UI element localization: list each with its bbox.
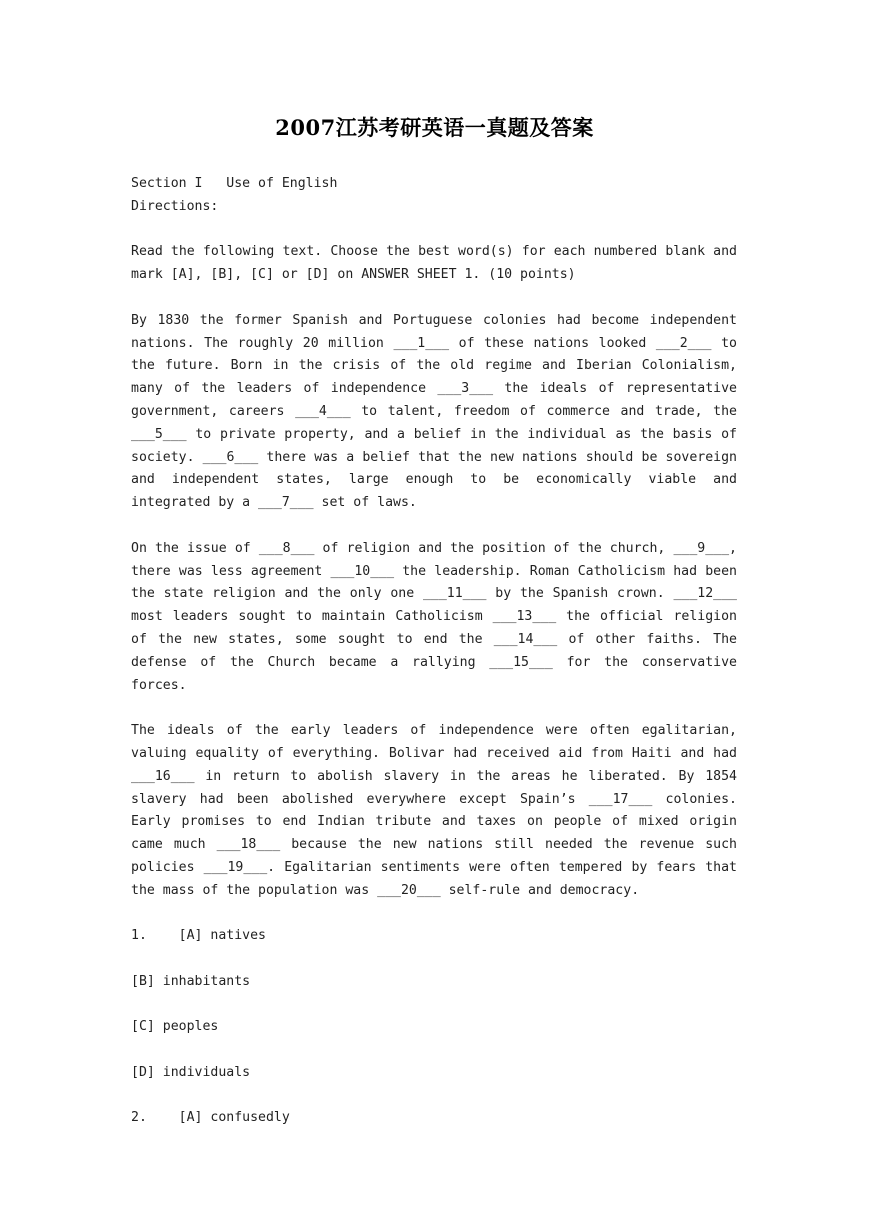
passage-paragraph-1: By 1830 the former Spanish and Portuguese colonies had become independent nations. The roughly 20 million ___1___ of these nations looked ___2___ to the future. Born in the crisis of the old regime and Iberian Colonialism, many of the leaders of independence ___3___ the ideals of representative government, careers ___4___ to talent, freedom of commerce and trade, the ___5___ to private property, and a belief in the individual as the basis of society. ___6___ there was a belief that the new nations should be sovereign and independent states, large enough to be economically viable and integrated by a ___7___ set of laws. (131, 312, 737, 511)
option-line: [C] peoples (131, 1019, 219, 1035)
option-line: 2. [A] confusedly (131, 1110, 290, 1126)
option-line: [B] inhabitants (131, 973, 251, 989)
directions-label: Directions: (131, 198, 219, 214)
document-body (131, 173, 737, 1130)
instruction-text: Read the following text. Choose the best word(s) for each numbered blank and mark [A], [B], [C] or [D] on ANSWER SHEET 1. (10 points) (131, 244, 737, 283)
section-heading: Section I Use of English (131, 176, 338, 191)
document-title: 2007江苏考研英语一真题及答案 (275, 115, 594, 140)
passage-paragraph-2: On the issue of ___8___ of religion and the position of the church, ___9___, there was less agreement ___10___ the leadership. Roman Catholicism had been the state religion and the only one ___11___ by the Spanish crown. ___12___ most leaders sought to maintain Catholicism ___13___ the official religion of the new states, some sought to end the ___14___ of other faiths. The defense of the Church became a rallying ___15___ for the conservative forces. (131, 540, 737, 693)
option-line: [D] individuals (131, 1064, 251, 1080)
passage-paragraph-3: The ideals of the early leaders of independence were often egalitarian, valuing equality of everything. Bolivar had received aid from Haiti and had ___16___ in return to abolish slavery in the areas he liberated. By 1854 slavery had been abolished everywhere except Spain’s ___17___ colonies. Early promises to end Indian tribute and taxes on people of mixed origin came much ___18___ because the new nations still needed the revenue such policies ___19___. Egalitarian sentiments were often tempered by fears that the mass of the population was ___20___ self-rule and democracy. (131, 723, 737, 898)
option-line: 1. [A] natives (131, 928, 266, 944)
